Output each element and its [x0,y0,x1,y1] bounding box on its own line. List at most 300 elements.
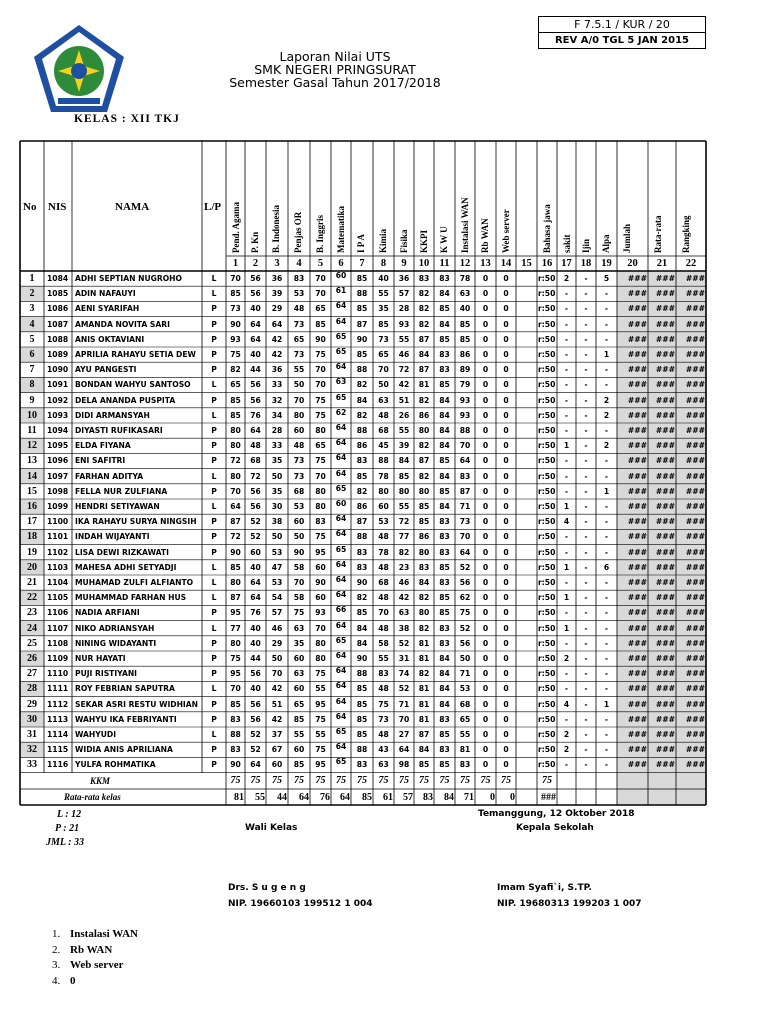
row-value: - [584,457,588,465]
kkm-label: KKM [90,776,111,786]
average-value: 85 [362,793,372,803]
row-value: 48 [378,563,389,572]
row-value: ### [655,670,675,678]
row-value: 36 [271,275,283,283]
semester-label: Semester Gasal Tahun 2017/2018 [229,75,441,90]
row-value: 82 [418,290,430,298]
wali-kelas-nip: NIP. 19660103 199512 1 004 [228,899,373,909]
row-value: 82 [418,305,430,313]
row-value: ### [627,624,647,633]
row-value: ### [655,594,675,602]
row-value: 64 [250,579,261,587]
row-value: 48 [293,305,305,313]
row-value: ### [685,411,705,420]
row-value: 29 [271,639,283,648]
row-value: 0 [503,518,509,526]
row-value: 81 [418,639,430,648]
row-value: 44 [250,366,261,374]
row-no: 28 [27,684,37,695]
row-value: 82 [356,411,368,420]
row-value: 79 [459,381,471,389]
row-value: ### [627,685,647,693]
row-value: - [584,411,588,420]
row-value: 83 [439,548,450,557]
row-value: 80 [418,548,430,557]
kkm-value: 75 [501,776,511,786]
row-name: AMANDA NOVITA SARI [75,320,170,329]
row-value: 55 [378,290,389,298]
row-value: - [584,381,588,389]
average-value: ### [541,793,556,803]
row-value: ### [627,411,647,420]
row-value: 85 [356,305,368,313]
row-value: 55 [315,731,326,739]
header-col-number: 4 [296,258,302,269]
row-value: 65 [315,305,326,313]
row-value: 84 [439,320,450,329]
row-value: - [584,518,588,526]
kkm-value: 75 [250,776,261,786]
row-value: 70 [230,487,241,496]
row-value: - [564,305,569,313]
row-value: 86 [418,533,430,541]
row-value: 65 [335,636,347,645]
row-value: 84 [356,624,368,633]
header-subject: K W U [439,226,449,253]
row-value: 75 [315,411,326,420]
row-value: - [604,715,609,724]
row-value: 84 [439,503,450,511]
row-value: 63 [378,761,389,769]
row-value: r:50 [538,563,556,572]
row-value: 64 [335,363,347,371]
row-value: ### [655,700,675,709]
row-value: 72 [230,457,241,465]
header-col-number: 6 [338,258,344,269]
row-value: 78 [459,275,471,283]
row-name: ENI SAFITRI [75,457,126,465]
row-nis: 1115 [47,746,69,754]
header-col-number: 19 [601,258,612,269]
kkm-value: 75 [419,776,429,786]
header-col-number: 17 [561,258,572,269]
row-value: 70 [315,472,326,481]
row-value: 65 [315,442,326,450]
row-value: 88 [356,533,368,541]
row-value: 0 [482,518,489,526]
row-value: ### [627,442,647,450]
row-value: - [584,685,588,693]
row-value: ### [627,700,647,709]
row-value: ### [655,518,675,526]
row-value: 0 [482,594,489,602]
row-value: ### [627,427,647,435]
header-col-number: 18 [580,258,592,269]
row-value: 48 [378,624,389,633]
row-value: 64 [459,457,471,465]
row-value: 48 [378,594,389,602]
row-value: 73 [230,305,241,313]
row-value: 0 [503,609,509,617]
row-name: DELA ANANDA PUSPITA [75,396,176,405]
row-value: 84 [439,290,450,298]
row-value: - [564,579,569,587]
row-value: 56 [250,275,261,283]
row-value: 60 [335,272,347,280]
row-value: 85 [378,320,389,329]
row-no: 16 [27,502,37,512]
row-value: ### [655,579,675,587]
row-value: 56 [250,290,261,298]
row-gender: P [211,715,217,724]
header-col-number: 1 [232,258,239,269]
row-value: 80 [293,411,305,420]
row-value: ### [685,594,705,602]
row-name: ADHI SEPTIAN NUGROHO [75,275,182,283]
row-value: 84 [439,442,450,450]
row-value: 82 [418,320,430,329]
row-value: ### [685,639,705,648]
row-name: MAHESA ADHI SETYADJI [75,563,177,572]
row-value: - [564,639,569,648]
row-value: 84 [356,396,368,405]
kepala-sekolah-nip: NIP. 19680313 199203 1 007 [497,899,642,909]
row-value: 4 [563,700,570,709]
row-value: 85 [315,320,326,329]
row-value: 90 [356,335,368,344]
row-gender: P [211,427,217,435]
row-value: 93 [398,320,410,329]
row-value: 76 [250,609,261,617]
form-revision: REV A/0 TGL 5 JAN 2015 [554,35,690,46]
row-value: ### [655,746,675,754]
row-value: ### [685,533,705,541]
row-value: - [584,335,588,344]
row-value: 87 [230,594,241,602]
row-value: 80 [230,579,241,587]
row-nis: 1103 [47,563,69,572]
row-value: ### [627,381,647,389]
row-value: 0 [482,746,489,754]
row-value: 2 [603,442,610,450]
row-value: 80 [230,472,241,481]
row-value: ### [627,518,647,526]
row-name: DIYASTI RUFIKASARI [75,427,163,435]
row-value: 62 [459,594,471,602]
row-value: ### [655,731,675,739]
row-value: 82 [418,670,430,678]
row-value: ### [685,442,705,450]
row-value: 80 [418,609,430,617]
note-item [52,974,138,990]
row-value: ### [655,381,675,389]
row-value: - [584,579,588,587]
row-value: - [604,624,609,633]
row-value: 88 [356,366,368,374]
row-value: 65 [230,381,241,389]
row-gender: L [211,563,217,572]
row-value: 85 [356,685,368,693]
row-value: - [564,533,569,541]
row-value: 0 [503,457,509,465]
row-value: 75 [315,457,326,465]
row-name: WAHYU IKA FEBRIYANTI [75,715,177,724]
row-gender: P [211,746,217,754]
row-value: ### [627,715,647,724]
row-value: 90 [230,320,241,329]
row-value: 88 [378,457,389,465]
row-value: 6 [603,563,610,572]
row-value: 84 [439,396,450,405]
wali-kelas-name: Drs. S u g e n g [228,883,306,893]
header-col-number: 16 [541,258,553,269]
row-value: 0 [503,305,509,313]
row-value: 80 [230,427,241,435]
row-value: 82 [356,487,368,496]
row-value: ### [685,624,705,633]
row-value: - [584,472,588,481]
row-name: FELLA NUR ZULFIANA [75,487,168,496]
row-value: 85 [418,761,430,769]
row-gender: P [211,442,217,450]
row-value: 73 [459,518,471,526]
row-value: r:50 [538,624,556,633]
row-value: 83 [439,624,450,633]
row-value: 60 [293,518,305,526]
row-value: 48 [378,731,389,739]
row-value: - [604,761,609,769]
row-value: - [604,548,609,557]
row-value: r:50 [538,335,556,344]
row-value: 56 [250,670,261,678]
row-value: 48 [250,442,261,450]
header-col-number: 11 [439,258,450,269]
row-value: 85 [356,351,368,359]
row-gender: L [211,290,217,298]
row-name: ANIS OKTAVIANI [75,335,145,344]
row-value: 54 [271,594,283,602]
row-value: 0 [503,655,509,663]
header-subject: Web server [501,209,511,253]
row-name: WAHYUDI [75,731,117,739]
row-value: ### [685,290,705,298]
row-value: 78 [378,472,389,481]
row-value: 63 [293,670,305,678]
kkm-value: 75 [272,776,282,786]
row-value: 88 [356,427,368,435]
row-value: 83 [439,275,450,283]
row-name: NINING WIDAYANTI [75,639,157,648]
row-value: 88 [356,746,368,754]
row-value: 87 [356,518,368,526]
row-value: 83 [439,579,450,587]
row-value: 64 [335,424,347,432]
row-value: - [564,548,569,557]
row-value: - [584,366,588,374]
kepala-sekolah-label: Kepala Sekolah [516,823,594,833]
row-value: 75 [315,670,326,678]
row-value: ### [627,503,647,511]
row-value: 0 [482,396,489,405]
row-value: 82 [418,396,430,405]
row-value: 0 [503,685,509,693]
row-value: - [584,351,588,359]
row-nis: 1084 [47,275,69,283]
row-value: - [604,320,609,329]
row-name: ELDA FIYANA [75,442,131,450]
row-value: 0 [503,472,509,481]
row-value: 83 [439,518,450,526]
row-value: 56 [250,396,261,405]
row-value: 64 [335,682,347,690]
row-value: 55 [398,427,410,435]
row-value: 0 [503,427,509,435]
row-value: 80 [418,427,430,435]
row-value: r:50 [538,472,556,481]
row-value: 33 [271,381,283,389]
row-value: ### [685,609,705,617]
row-value: - [604,533,609,541]
row-value: ### [627,609,647,617]
row-value: r:50 [538,381,556,389]
row-name: FARHAN ADITYA [75,472,144,481]
header-subject: P. Kn [250,231,260,253]
row-value: 75 [230,655,241,663]
row-gender: P [211,670,217,678]
row-nis: 1113 [47,715,69,724]
row-value: - [584,442,588,450]
row-value: 0 [503,670,509,678]
row-value: 84 [439,472,450,481]
header-subject: Fisika [399,229,409,253]
row-value: 0 [482,442,489,450]
row-value: - [604,518,609,526]
average-value: 83 [423,793,433,803]
row-value: 0 [482,411,489,420]
row-no: 32 [27,745,37,756]
header-subject: Instalasi WAN [460,197,470,253]
row-value: 1 [563,503,570,511]
row-value: 77 [398,533,410,541]
row-gender: L [211,731,217,739]
row-value: 50 [271,472,283,481]
row-value: 1 [563,594,570,602]
row-value: - [584,731,588,739]
row-value: 31 [398,655,410,663]
row-nis: 1094 [47,427,69,435]
row-value: 52 [459,624,471,633]
row-value: ### [685,518,705,526]
row-value: 0 [503,700,509,709]
row-gender: P [211,457,217,465]
row-value: 83 [439,715,450,724]
row-value: 84 [418,579,430,587]
row-value: 64 [250,320,261,329]
row-value: - [604,472,609,481]
row-value: 0 [503,275,509,283]
row-value: 63 [378,396,389,405]
row-value: ### [685,472,705,481]
row-name: AENI SYARIFAH [75,305,140,313]
row-name: IKA RAHAYU SURYA NINGSIH [75,518,197,526]
row-value: 42 [271,685,283,693]
row-nis: 1085 [47,290,69,298]
row-value: r:50 [538,487,556,496]
row-value: 90 [230,548,241,557]
row-value: 70 [315,381,326,389]
row-value: 84 [439,427,450,435]
row-value: 40 [459,305,471,313]
row-gender: L [211,624,217,633]
row-no: 15 [27,486,37,497]
row-value: 80 [230,639,241,648]
header-col-number: 13 [480,258,491,269]
row-value: 83 [230,746,241,754]
row-value: 83 [459,472,471,481]
row-value: - [584,700,588,709]
average-value: 44 [277,793,287,803]
row-gender: P [211,518,217,526]
row-value: 81 [418,715,430,724]
row-value: ### [685,579,705,587]
row-value: 53 [378,518,389,526]
row-no: 30 [27,714,37,725]
row-value: 76 [250,411,261,420]
row-value: 2 [603,396,610,405]
row-value: 65 [335,332,347,341]
row-value: - [604,655,609,663]
row-value: 42 [271,351,283,359]
row-value: 64 [335,667,347,675]
row-value: 0 [503,290,509,298]
row-value: ### [655,351,675,359]
row-value: 56 [250,503,261,511]
row-value: - [584,503,588,511]
row-value: 98 [398,761,410,769]
row-value: - [584,563,588,572]
row-value: ### [627,548,647,557]
row-value: 0 [482,700,489,709]
row-no: 23 [27,608,37,619]
row-value: 64 [335,743,347,751]
row-value: ### [627,275,647,283]
row-value: - [584,290,588,298]
row-name: ROY FEBRIAN SAPUTRA [75,685,175,693]
row-value: 64 [335,317,347,326]
row-value: ### [655,761,675,769]
row-value: 0 [503,487,509,496]
row-nis: 1091 [47,381,69,389]
row-value: - [564,685,569,693]
place-date: Temanggung, 12 Oktober 2018 [478,809,635,819]
row-value: 74 [398,670,410,678]
total-count: JML : 33 [46,837,84,848]
row-value: 63 [398,609,410,617]
row-value: 52 [250,533,261,541]
row-value: 51 [398,396,410,405]
row-value: 52 [459,563,471,572]
row-value: 84 [356,639,368,648]
row-value: 0 [482,761,489,769]
row-value: 71 [459,503,471,511]
row-value: - [604,594,609,602]
row-value: r:50 [538,351,556,359]
row-value: 42 [398,381,410,389]
row-nis: 1106 [47,609,69,617]
row-name: SEKAR ASRI RESTU WIDHIAN [75,700,198,709]
row-gender: P [211,396,217,405]
row-value: 46 [398,579,410,587]
